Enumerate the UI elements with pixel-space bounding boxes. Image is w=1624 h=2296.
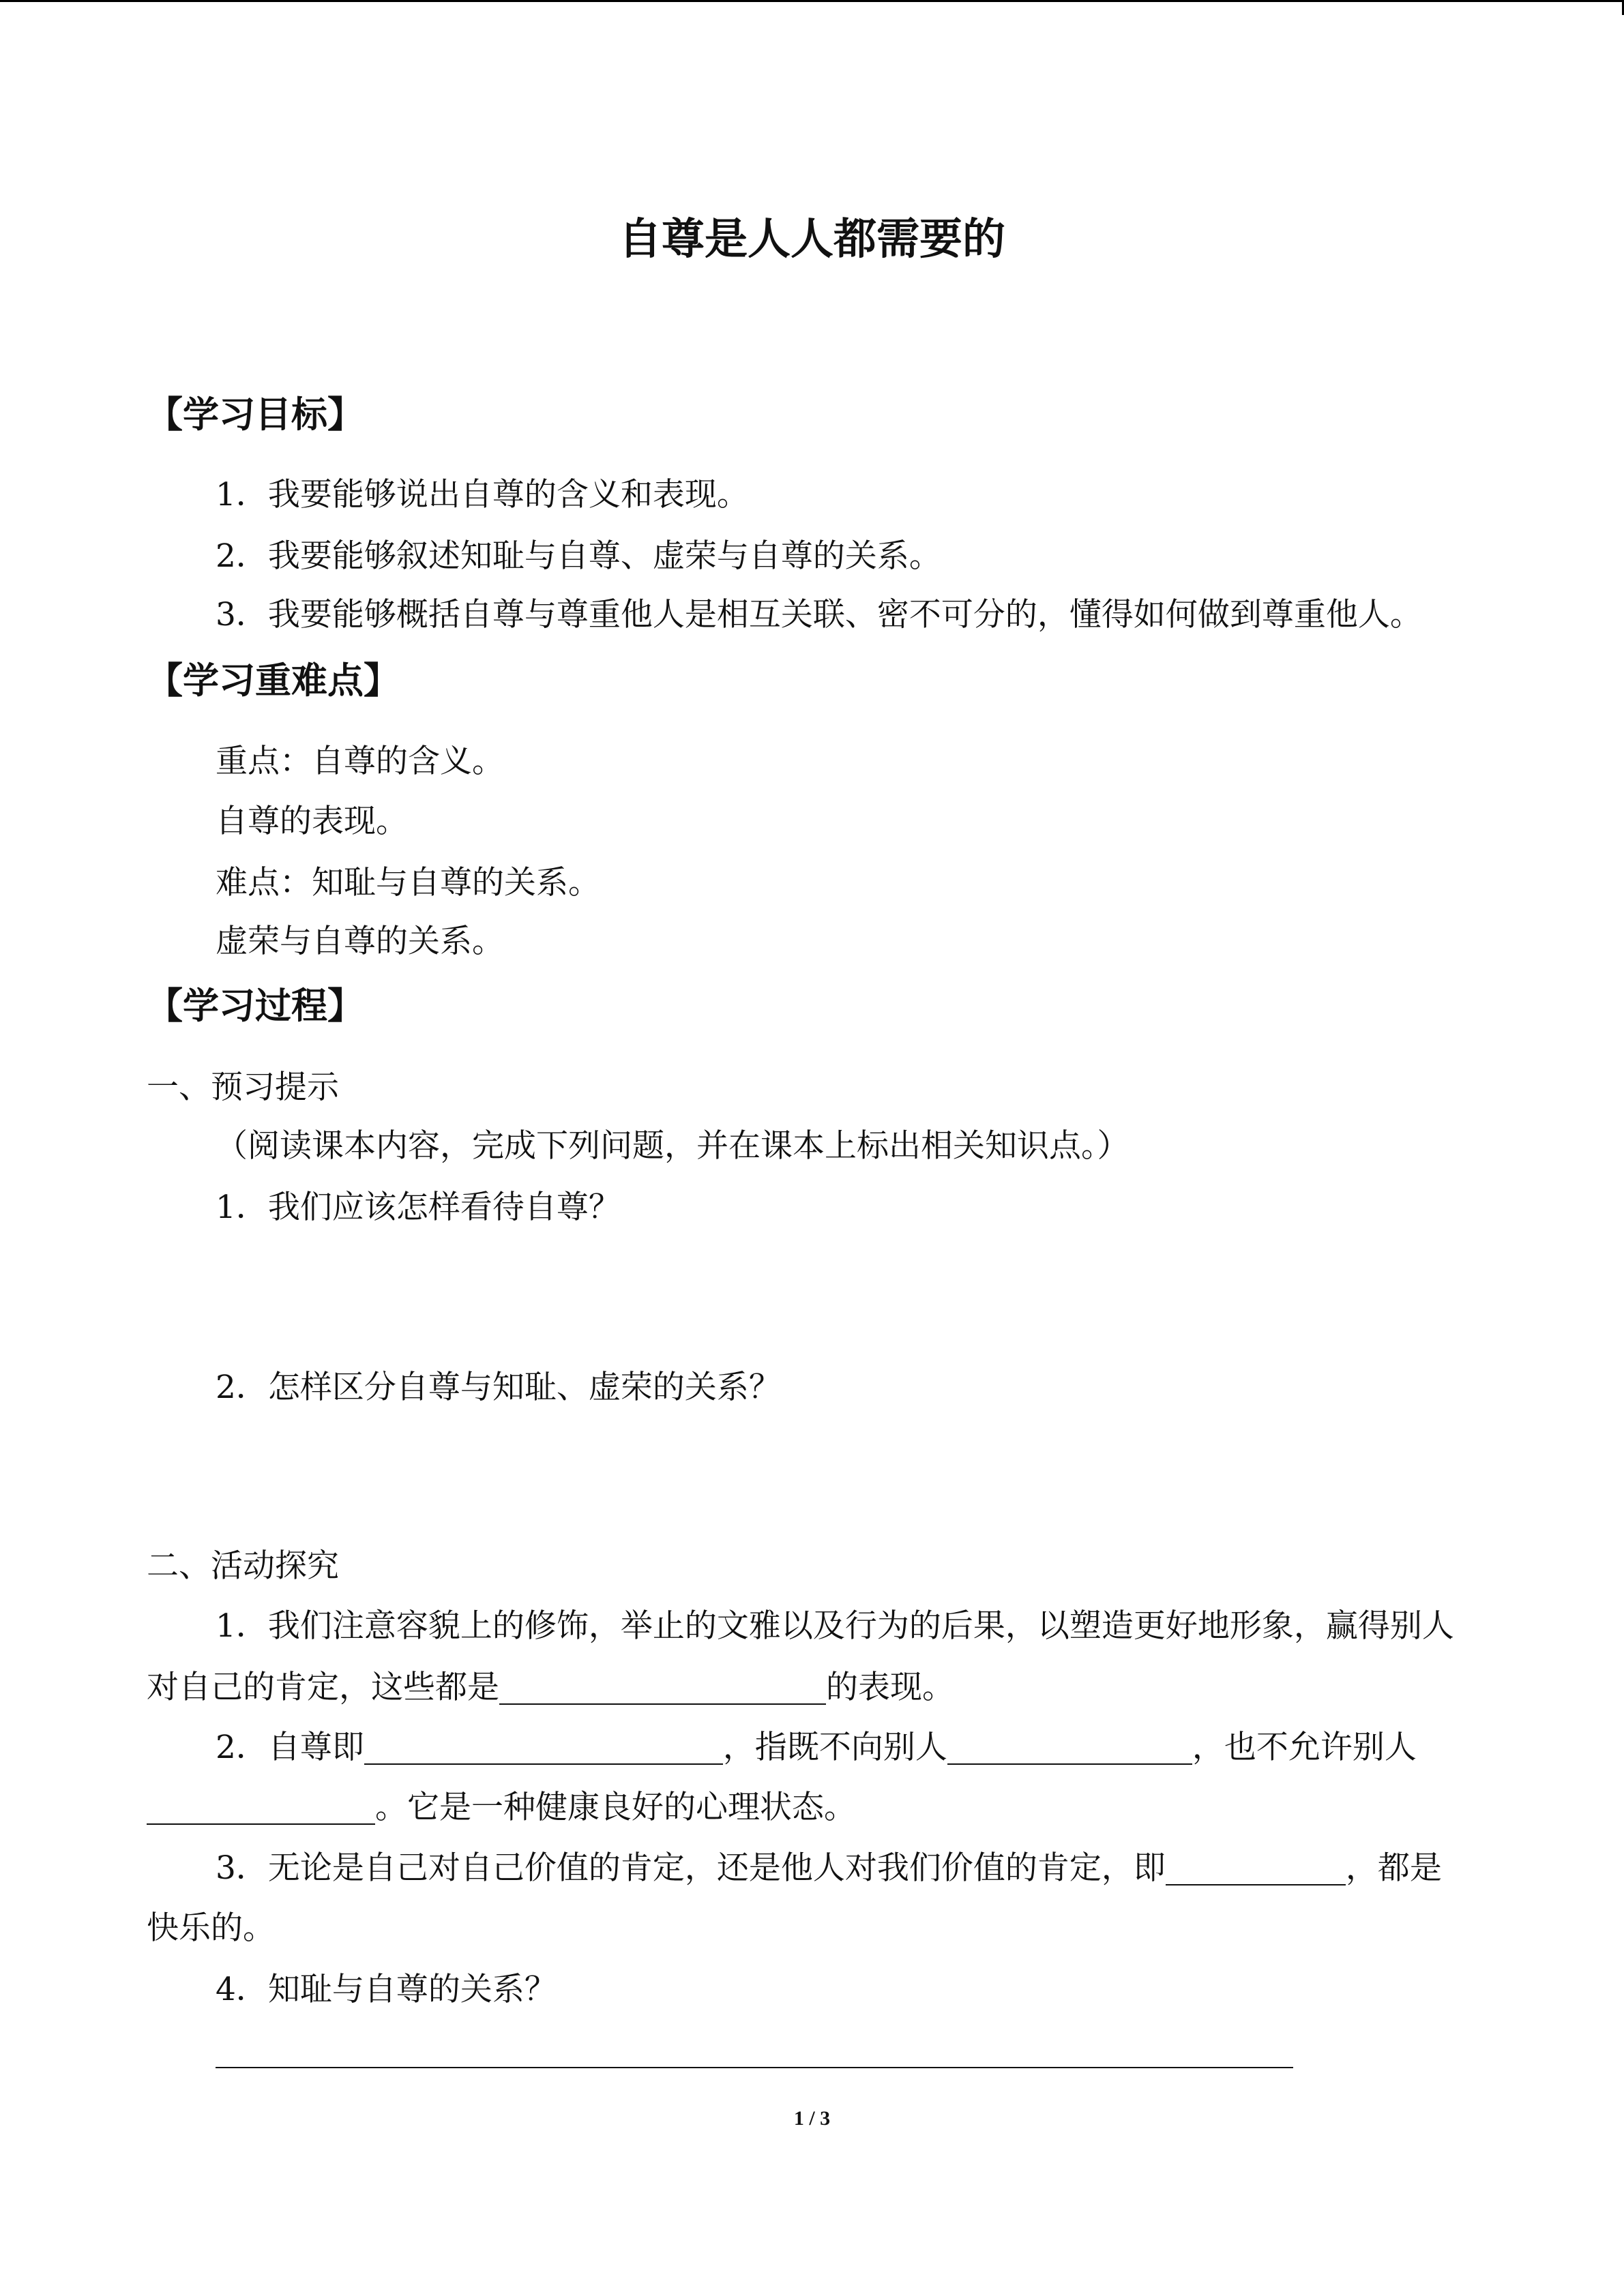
page-top-border [0, 0, 1624, 2]
objective-item: 1．我要能够说出自尊的含义和表现。 [216, 476, 749, 513]
activity-text: 对自己的肯定，这些都是 [147, 1669, 499, 1706]
fill-in-blank [1166, 1853, 1346, 1885]
activity-paragraph-2-line-1 [216, 1726, 1417, 1770]
activity-question-4: 4．知耻与自尊的关系？ [216, 1971, 557, 2008]
activity-heading: 二、活动探究 [147, 1547, 339, 1585]
activity-text: ，也不允许别人 [1192, 1729, 1417, 1766]
activity-text: 。它是一种健康良好的心理状态。 [375, 1789, 856, 1826]
key-points-heading: 【学习重难点】 [147, 659, 400, 702]
objectives-heading: 【学习目标】 [147, 393, 364, 436]
activity-paragraph-3-line-1 [216, 1847, 1442, 1890]
activity-text: ，指既不向别人 [722, 1729, 947, 1766]
objective-item: 2．我要能够叙述知耻与自尊、虚荣与自尊的关系。 [216, 537, 941, 575]
activity-text: 2．自尊即 [216, 1729, 364, 1766]
process-heading: 【学习过程】 [147, 985, 364, 1027]
activity-paragraph-1-line-1: 1．我们注意容貌上的修饰，举止的文雅以及行为的后果，以塑造更好地形象，赢得别人 [216, 1607, 1454, 1645]
difficult-point-line: 虚荣与自尊的关系。 [216, 923, 504, 960]
page-number: 1 / 3 [793, 2107, 831, 2130]
document-title: 自尊是人人都需要的 [619, 213, 1005, 264]
key-point-line: 重点：自尊的含义。 [216, 743, 504, 780]
fill-in-blank [947, 1732, 1192, 1765]
fill-in-blank [147, 1792, 375, 1825]
activity-text: ，都是 [1345, 1849, 1442, 1887]
preview-question-1: 1．我们应该怎样看待自尊？ [216, 1189, 621, 1226]
answer-line [216, 2067, 1293, 2068]
preview-question-2: 2．怎样区分自尊与知耻、虚荣的关系？ [216, 1369, 781, 1406]
fill-in-blank [499, 1672, 826, 1705]
difficult-point-line: 难点：知耻与自尊的关系。 [216, 864, 600, 901]
activity-paragraph-2-line-2 [147, 1786, 856, 1830]
key-point-line: 自尊的表现。 [216, 803, 408, 840]
fill-in-blank [364, 1732, 723, 1765]
activity-paragraph-3-line-2: 快乐的。 [147, 1909, 275, 1947]
preview-heading: 一、预习提示 [147, 1069, 339, 1106]
activity-paragraph-1-line-2 [147, 1666, 954, 1710]
activity-text: 的表现。 [826, 1669, 954, 1706]
objective-item: 3．我要能够概括自尊与尊重他人是相互关联、密不可分的，懂得如何做到尊重他人。 [216, 596, 1422, 633]
preview-note: （阅读课本内容，完成下列问题，并在课本上标出相关知识点。） [216, 1127, 1130, 1165]
activity-text: 3．无论是自己对自己价值的肯定，还是他人对我们价值的肯定，即 [216, 1849, 1166, 1887]
